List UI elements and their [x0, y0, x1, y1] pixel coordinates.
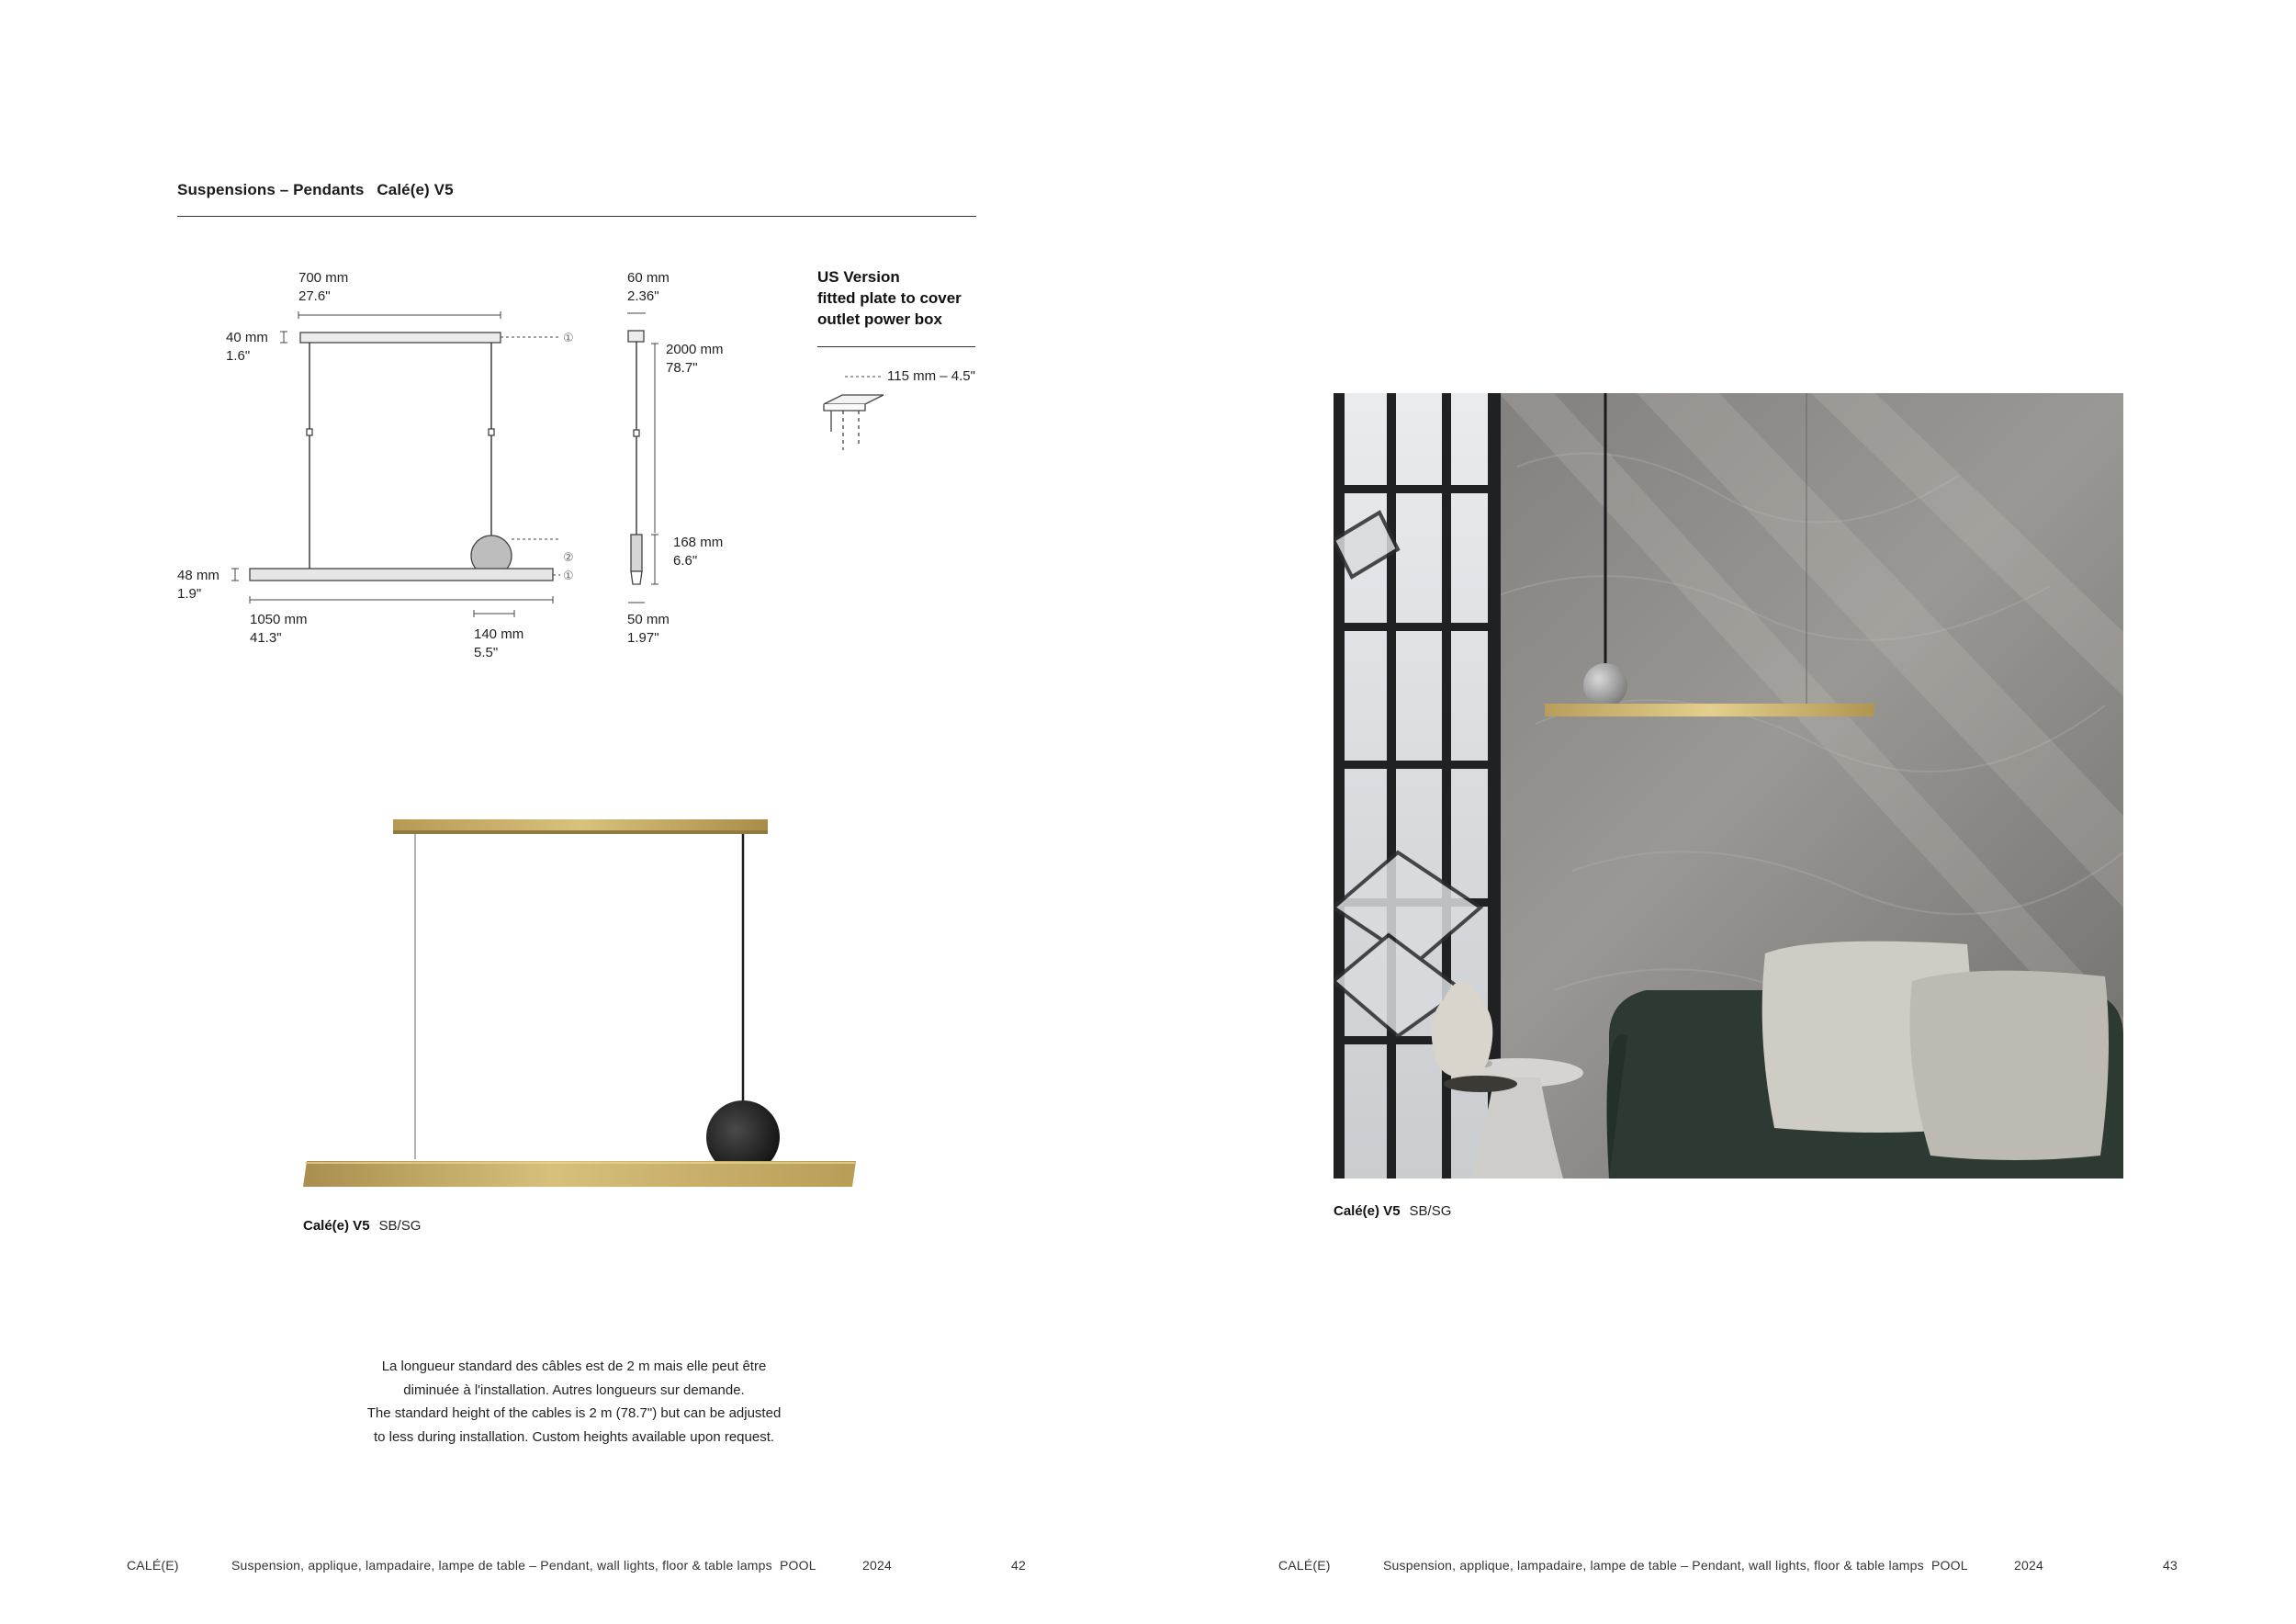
us-version-title: US Version fitted plate to cover outlet power box [817, 268, 962, 328]
footer-brand-left: CALÉ(E) [127, 1558, 179, 1573]
footer-description-left: Suspension, applique, lampadaire, lampe de table – Pendant, wall lights, floor & table lamps [231, 1558, 772, 1573]
footer-description-right: Suspension, applique, lampadaire, lampe de table – Pendant, wall lights, floor & table lamps [1383, 1558, 1924, 1573]
dim-canopy-height: 40 mm 1.6" [226, 330, 268, 364]
marker-1-top: ① [563, 332, 574, 345]
category-title: Suspensions – Pendants [177, 181, 365, 198]
technical-drawing [0, 0, 1010, 680]
light-bar [303, 1161, 856, 1187]
dim-bar-height: 48 mm 1.9" [177, 568, 219, 602]
canopy [393, 819, 768, 832]
product-title: Calé(e) V5 [377, 181, 454, 198]
footer-year-right: 2024 [2014, 1558, 2043, 1573]
product-caption: Calé(e) V5 SB/SG [303, 1218, 422, 1234]
cable-note: La longueur standard des câbles est de 2 m mais elle peut être diminuée à l'installation. Autres longueurs sur demande. The standard height of the cables is 2 m (78.7") but can be adjusted to less during installation. Custom heights available upon request. [366, 1359, 782, 1445]
us-plate-dimension: 115 mm – 4.5" [887, 368, 975, 384]
dim-side-canopy: 60 mm 2.36" [627, 270, 670, 304]
marker-2: ② [563, 551, 574, 565]
footer-page-right: 43 [2163, 1558, 2178, 1573]
dim-side-bar-depth: 50 mm 1.97" [627, 612, 670, 646]
dim-fixture-height: 168 mm 6.6" [673, 535, 724, 569]
dim-bar-length: 1050 mm 41.3" [250, 612, 308, 646]
footer-year-left: 2024 [862, 1558, 892, 1573]
footer-collection-right: POOL [1931, 1558, 1968, 1573]
dim-cable-length: 2000 mm 78.7" [666, 342, 724, 376]
dim-disc-diameter: 140 mm 5.5" [474, 626, 524, 660]
footer-brand-right: CALÉ(E) [1278, 1558, 1331, 1573]
dim-front-width: 700 mm 27.6" [298, 270, 349, 304]
us-version-divider [817, 346, 975, 347]
product-image [294, 808, 863, 1194]
marker-1-bottom: ① [563, 570, 574, 583]
footer-page-left: 42 [1011, 1558, 1026, 1573]
interior-photo [1334, 393, 2123, 1179]
photo-caption: Calé(e) V5 SB/SG [1334, 1203, 1452, 1219]
footer-collection-left: POOL [780, 1558, 816, 1573]
